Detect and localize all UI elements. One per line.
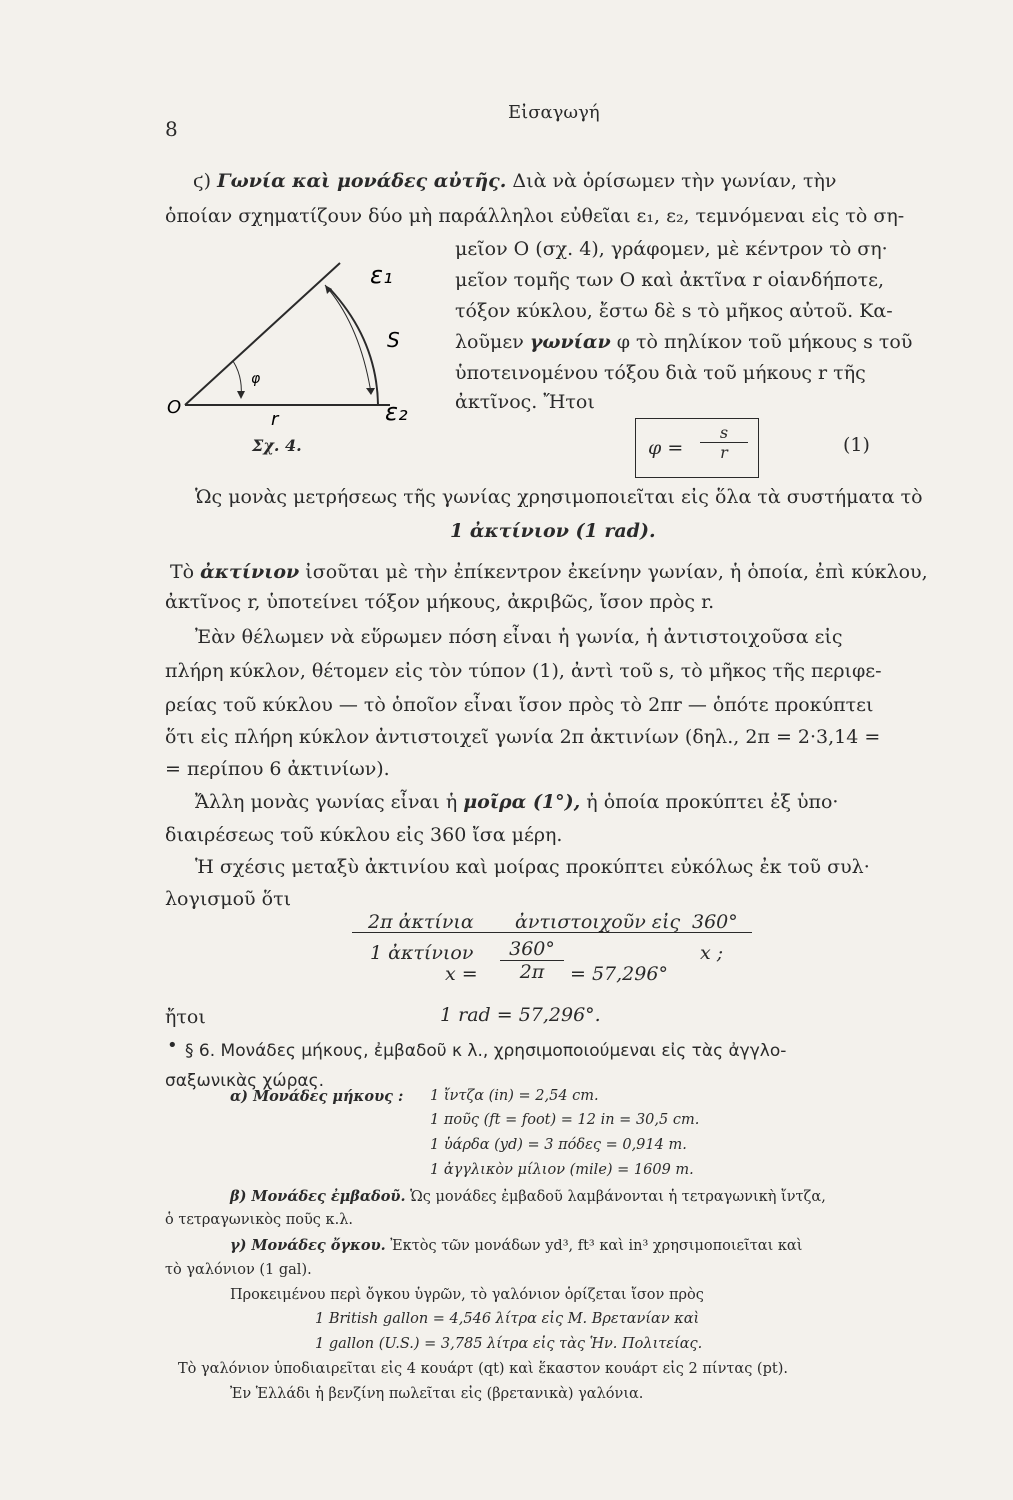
arc-s: [330, 289, 378, 405]
prop-row1-c: 360°: [692, 911, 738, 933]
running-title: Εἰσαγωγή: [508, 102, 600, 123]
liquid-volume: Προκειμένου περὶ ὄγκου ὑγρῶν, τὸ γαλόνιον ὁρίζεται ἴσον πρὸς: [230, 1287, 704, 1303]
unit-l7: ρείας τοῦ κύκλου — τὸ ὁποῖον εἶναι ἴσον πρὸς τὸ 2πr — ὁπότε προκύπτει: [165, 694, 874, 716]
unit-l10: Ἄλλη μονὰς γωνίας εἶναι ἡ μοῖρα (1°), ἡ ὁποία προκύπτει ἐξ ὑπο·: [195, 791, 839, 813]
angle-arrowhead: [237, 391, 245, 399]
gallon-british: 1 British gallon = 4,546 λίτρα εἰς Μ. Βρετανίαν καὶ: [315, 1311, 700, 1327]
prop-row1-a: 2π ἀκτίνια: [368, 911, 474, 933]
unit-l8: ὅτι εἰς πλήρη κύκλον ἀντιστοιχεῖ γωνία 2π ἀκτινίων (δηλ., 2π = 2·3,14 =: [165, 726, 881, 748]
section-z-label: ϛ): [193, 170, 212, 192]
unit-l13: λογισμοῦ ὅτι: [165, 888, 292, 910]
label-o: O: [167, 397, 182, 418]
section-z-r5: ὑποτεινομένου τόξου διὰ τοῦ μήκους r τῆς: [455, 362, 866, 384]
unit-l12: Ἡ σχέσις μεταξὺ ἀκτινίου καὶ μοίρας προκύπτει εὐκόλως ἐκ τοῦ συλ·: [195, 856, 870, 878]
area-units-l2: ὁ τετραγωνικὸς ποῦς κ.λ.: [165, 1212, 353, 1228]
label-phi: φ: [251, 371, 261, 387]
section-z-r6: ἀκτῖνος. Ἤτοι: [455, 391, 595, 413]
label-e2: ε₂: [385, 398, 408, 426]
prop-row2-a: 1 ἀκτίνιον: [370, 942, 474, 964]
length-item-3: 1 ὑάρδα (yd) = 3 πόδες = 0,914 m.: [430, 1137, 687, 1153]
section-z-title: Γωνία καὶ μονάδες αὐτῆς.: [217, 170, 507, 192]
length-item-1: 1 ἴντζα (in) = 2,54 cm.: [430, 1088, 599, 1104]
section-z-line1: ϛ) Γωνία καὶ μονάδες αὐτῆς. Διὰ νὰ ὁρίσωμεν τὴν γωνίαν, τὴν: [193, 170, 837, 192]
prop-divider: [352, 932, 752, 933]
rad-equation: 1 rad = 57,296°.: [440, 1004, 601, 1026]
prop-row1-b: ἀντιστοιχοῦν εἰς: [515, 911, 681, 933]
x-rhs: = 57,296°: [570, 963, 668, 985]
section-z-r4: λοῦμεν γωνίαν φ τὸ πηλίκον τοῦ μήκους s τοῦ: [455, 331, 913, 353]
page-number: 8: [165, 117, 178, 141]
section-6-bullet: •: [167, 1035, 178, 1056]
prop-row2-c: x ;: [700, 942, 724, 964]
term-moira: μοῖρα (1°),: [463, 791, 581, 813]
formula-1-number: (1): [843, 434, 870, 456]
formula-1-box: [635, 418, 759, 478]
x-fraction: [500, 938, 564, 983]
unit-l5: Ἐὰν θέλωμεν νὰ εὕρωμεν πόση εἶναι ἡ γωνία, ἡ ἀντιστοιχοῦσα εἰς: [195, 626, 843, 648]
section-6-title-l1: § 6. Μονάδες μήκους, ἐμβαδοῦ κ λ., χρησιμοποιούμεναι εἰς τὰς ἀγγλο-: [185, 1041, 787, 1061]
hitoi: ἤτοι: [165, 1006, 206, 1028]
label-s: S: [387, 328, 400, 352]
section-z-r1: μεῖον O (σχ. 4), γράφομεν, μὲ κέντρον τὸ ση·: [455, 238, 888, 260]
x-lhs: x =: [445, 963, 478, 985]
gallon-us: 1 gallon (U.S.) = 3,785 λίτρα εἰς τὰς Ἡν. Πολιτείας.: [315, 1336, 703, 1352]
volume-units-l1: γ) Μονάδες ὄγκου. Ἐκτὸς τῶν μονάδων yd³, ft³ καὶ in³ χρησιμοποιεῖται καὶ: [230, 1237, 803, 1254]
figure-4-diagram: [165, 245, 425, 465]
unit-l11: διαιρέσεως τοῦ κύκλου εἰς 360 ἴσα μέρη.: [165, 824, 563, 846]
unit-l9: = περίπου 6 ἀκτινίων).: [165, 758, 390, 780]
term-aktinion: ἀκτίνιον: [200, 561, 300, 583]
gallon-subdivision: Τὸ γαλόνιον ὑποδιαιρεῖται εἰς 4 κουάρτ (qt) καὶ ἕκαστον κουάρτ εἰς 2 πίντας (pt).: [178, 1361, 788, 1377]
unit-l2: 1 ἀκτίνιον (1 rad).: [450, 520, 656, 542]
unit-l3: Τὸ ἀκτίνιον ἰσοῦται μὲ τὴν ἐπίκεντρον ἐκείνην γωνίαν, ἡ ὁποία, ἐπὶ κύκλου,: [170, 561, 928, 583]
unit-l1: Ὡς μονὰς μετρήσεως τῆς γωνίας χρησιμοποιεῖται εἰς ὅλα τὰ συστήματα τὸ: [195, 486, 923, 508]
label-r: r: [271, 409, 279, 430]
area-units-l1: β) Μονάδες ἐμβαδοῦ. Ὡς μονάδες ἐμβαδοῦ λαμβάνονται ἡ τετραγωνικὴ ἴντζα,: [230, 1188, 826, 1205]
formula-1-num: s: [719, 423, 729, 442]
term-gonia: γωνίαν: [529, 331, 611, 353]
length-units-label: α) Μονάδες μήκους :: [230, 1088, 404, 1105]
figure-caption: Σχ. 4.: [252, 436, 302, 455]
label-e1: ε₁: [370, 261, 393, 289]
section-z-r2: μεῖον τομῆς των O καὶ ἀκτῖνα r οἱανδήποτε,: [455, 269, 885, 291]
section-z-line2: ὁποίαν σχηματίζουν δύο μὴ παράλληλοι εὐθεῖαι ε₁, ε₂, τεμνόμεναι εἰς τὸ ση-: [165, 205, 905, 227]
formula-1-lhs: φ =: [648, 437, 684, 459]
ray-e1: [185, 263, 340, 405]
formula-1-fraction: [700, 423, 748, 462]
x-num: 360°: [509, 938, 555, 960]
unit-l4: ἀκτῖνος r, ὑποτείνει τόξον μήκους, ἀκριβῶς, ἴσον πρὸς r.: [165, 591, 715, 613]
length-item-2: 1 ποῦς (ft = foot) = 12 in = 30,5 cm.: [430, 1112, 700, 1128]
volume-units-l2: τὸ γαλόνιον (1 gal).: [165, 1262, 312, 1278]
greece-petrol: Ἐν Ἑλλάδι ἡ βενζίνη πωλεῖται εἰς (βρετανικὰ) γαλόνια.: [230, 1386, 644, 1402]
arrowhead-bottom: [366, 388, 375, 395]
formula-1-den: r: [700, 442, 748, 462]
unit-l6: πλήρη κύκλον, θέτομεν εἰς τὸν τύπον (1), ἀντὶ τοῦ s, τὸ μῆκος τῆς περιφε-: [165, 660, 882, 682]
section-z-r3: τόξον κύκλου, ἔστω δὲ s τὸ μῆκος αὐτοῦ. Κα-: [455, 300, 893, 322]
section-6-title-l2: σαξωνικὰς χώρας.: [165, 1071, 324, 1091]
x-den: 2π: [500, 960, 564, 983]
length-item-4: 1 ἀγγλικὸν μίλιον (mile) = 1609 m.: [430, 1162, 694, 1178]
